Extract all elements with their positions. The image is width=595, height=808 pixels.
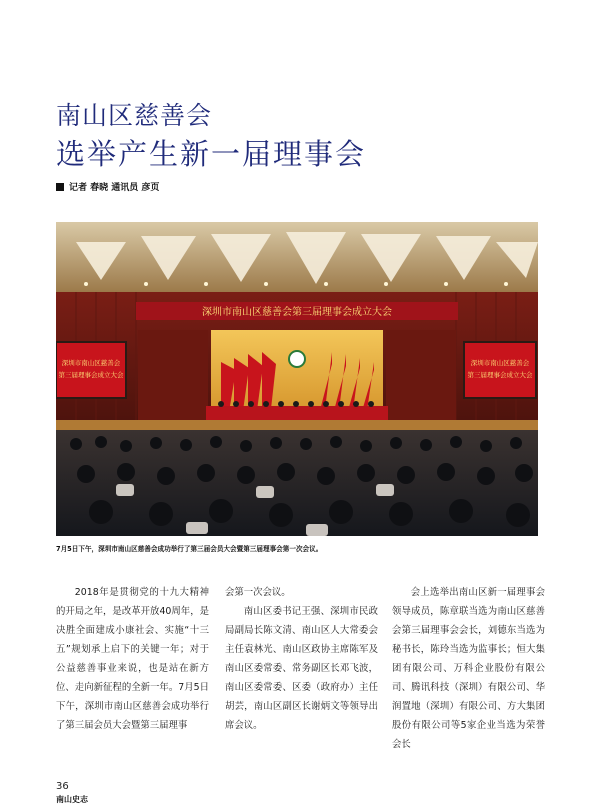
page-number: 36 xyxy=(56,781,69,792)
body-paragraph: 南山区委书记王强、深圳市民政局副局长陈文清、南山区人大常委会主任袁林光、南山区政协主席陈军及南山区委常委、常务副区长邓飞波，南山区委常委、区委（政府办）主任胡芸，南山区副区长谢炳文等领导出席会议。 xyxy=(225,606,378,731)
conference-photo xyxy=(56,222,538,536)
body-column-3 xyxy=(392,583,545,754)
left-screen-line2: 第三届理事会成立大会 xyxy=(58,371,124,379)
magazine-name: 南山史志 xyxy=(56,795,88,804)
right-screen-line1: 深圳市南山区慈善会 xyxy=(470,359,530,367)
byline xyxy=(56,180,159,193)
article-title-line1: 南山区慈善会 xyxy=(56,101,213,130)
left-screen xyxy=(56,342,126,398)
byline-square-icon xyxy=(56,183,64,191)
body-column-2 xyxy=(225,583,378,735)
right-screen xyxy=(464,342,536,398)
photo-caption: 7月5日下午，深圳市南山区慈善会成功举行了第三届会员大会暨第三届理事会第一次会议。 xyxy=(56,545,323,553)
body-paragraph: 会上选举出南山区新一届理事会领导成员，陈章联当选为南山区慈善会第三届理事会会长，刘德东当选为秘书长，陈玲当选为监事长；恒大集团有限公司、万科企业股份有限公司、腾讯科技（深圳）有限公司、华润置地（深圳）有限公司、方大集团股份有限公司等5家企业当选为荣誉会长 xyxy=(392,587,545,750)
emblem-icon xyxy=(289,351,305,367)
right-screen-line2: 第三届理事会成立大会 xyxy=(467,371,533,379)
left-screen-line1: 深圳市南山区慈善会 xyxy=(61,359,121,367)
body-paragraph: 2018年是贯彻党的十九大精神的开局之年，是改革开放40周年，是决胜全面建成小康社会、实施“十三五”规划承上启下的关键一年；对于公益慈善事业来说，也是站在新方位、走向新征程的全新一年。7月5日下午，深圳市南山区慈善会成功举行了第三届会员大会暨第三届理事 xyxy=(56,587,209,731)
head-table xyxy=(206,406,388,420)
banner-text: 深圳市南山区慈善会第三届理事会成立大会 xyxy=(202,307,392,318)
byline-text: 记者 春晓 通讯员 彦页 xyxy=(69,183,160,193)
body-column-1 xyxy=(56,583,209,735)
body-paragraph: 会第一次会议。 xyxy=(225,587,291,598)
article-title-line2: 选举产生新一届理事会 xyxy=(56,137,367,171)
